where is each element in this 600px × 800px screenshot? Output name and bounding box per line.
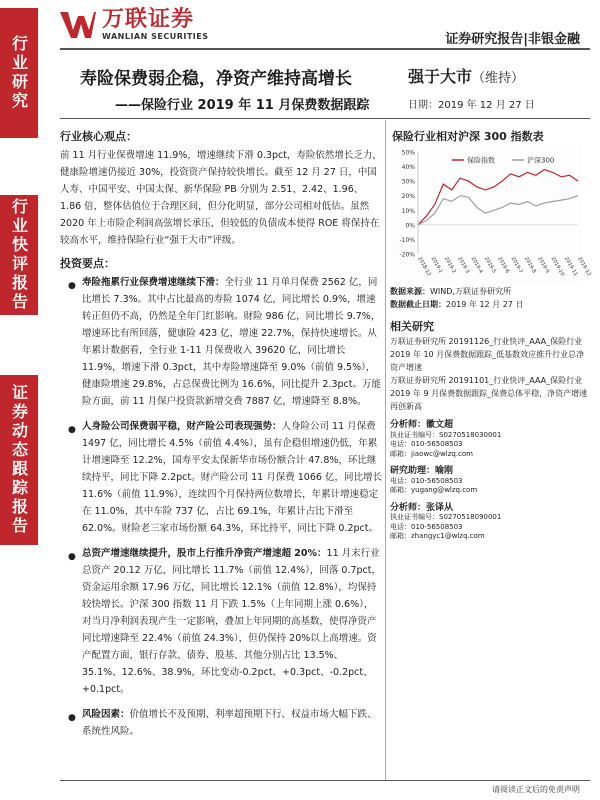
analyst-role: 分析师： — [390, 420, 427, 430]
y-tick-label: -20% — [399, 251, 415, 259]
bullet-text: 11 月末行业总资产 20.12 万亿，同比增长 11.7%（前值 12.4%），回落 0.7pct，资金运用余额 17.96 万亿，同比增长 12.1%（前值 12.8%），均保持较快增长。沪深 300 指数 11 月下跌 1.5%（上年同期上涨 0.6%），对当月净利润表现产生一定影响，叠加上年同期的高基数，使得净资产同比增速降至 22.4%（前值 24.3%），但仍保持 20%以上高增速。资产配置方面，银行存款、债券、股基、其他分别占比 13.5%、35.1%、12.6%、38.9%，环比变动-0.2pct、+0.3pct、-0.2pct、+0.1pct。 — [82, 548, 381, 695]
analyst-role: 分析师： — [390, 502, 427, 513]
analyst-name: 徽文超 — [426, 420, 454, 430]
y-tick-label: 20% — [401, 193, 415, 201]
related-heading: 相关研究 — [390, 320, 434, 333]
analyst-block — [390, 421, 590, 459]
chart-cutoff-label: 数据截止日期： — [390, 300, 446, 309]
analyst-block — [390, 504, 590, 542]
x-tick-label: 2019-11 — [562, 256, 579, 278]
series-line-0 — [418, 170, 578, 225]
main-content — [60, 128, 382, 748]
analyst-block — [390, 467, 590, 496]
y-tick-label: -10% — [399, 236, 415, 244]
analyst-line: 执业证书编号：S0270518030001 — [390, 430, 502, 439]
x-tick-label: 2019-9 — [536, 256, 551, 275]
x-tick-label: 2019-10 — [549, 256, 566, 278]
legend-label-0: 保险指数 — [467, 156, 495, 165]
related-research — [390, 320, 590, 413]
chart-container — [390, 144, 592, 284]
report-type: 证券研究报告|非银金融 — [445, 32, 580, 47]
bullet-item — [60, 418, 382, 537]
chart-source-text: WIND,万联证券研究所 — [430, 287, 511, 296]
bullet-item — [60, 706, 382, 740]
x-tick-label: 2018-12 — [416, 256, 432, 278]
core-view-text: 前 11 月行业保费增速 11.9%，增速继续下滑 0.3pct，寿险依然增长乏力，健康险增速仍接近 30%，投资资产保持较快增长。截至 12 月 27 日，中国人寿、中国平安、中国太保、新华保险 PB 分别为 2.51、2.42、1.96、1.86 倍，整体估值位于合理区间，但分化明显，部分公司相对低估。虽然 2020 年上市险企利润高弦增长承压，但较低的负债成本使得 ROE 将保持在较高水平，维持保险行业“强于大市”评级。 — [60, 150, 382, 246]
bullet-lead: 寿险拖累行业保费增速继续下滑： — [82, 277, 225, 288]
company-logo — [60, 8, 209, 41]
header-divider — [60, 48, 590, 50]
side-tab-industry-research: 行业研究 — [0, 8, 38, 138]
y-tick-label: 40% — [401, 164, 415, 172]
x-tick-label: 2019-5 — [482, 256, 497, 275]
analyst-line: 邮箱：jiaowc@wlzq.com — [390, 449, 473, 458]
analyst-role: 研究助理： — [390, 466, 436, 476]
x-tick-label: 2019-2 — [442, 256, 457, 275]
logo-w-icon — [60, 10, 96, 40]
x-tick-label: 2019-7 — [509, 256, 524, 275]
x-tick-label: 2019-8 — [522, 256, 537, 275]
logo-cn: 万联证券 — [102, 7, 195, 32]
legend-label-1: 沪深300 — [527, 156, 555, 165]
logo-en: WANLIAN SECURITIES — [102, 32, 209, 41]
bullet-item — [60, 274, 382, 410]
bullet-text: 价值增长不及预期、利率超预期下行、权益市场大幅下跌、系统性风险。 — [82, 709, 377, 737]
footer-divider — [60, 780, 590, 781]
column-divider — [385, 120, 386, 780]
chart-cutoff — [390, 299, 590, 310]
y-tick-label: 0% — [405, 222, 415, 230]
bullet-lead: 人身险公司保费弱平稳，财产险公司表现强势： — [82, 421, 282, 432]
bullet-icon: ● — [68, 281, 76, 291]
related-item: 万联证券研究所 20191126_行业快评_AAA_保险行业 2019 年 10 月保费数据跟踪_低基数效应推升行业总净资产增速 — [390, 337, 585, 372]
x-tick-label: 2019-6 — [496, 256, 511, 275]
analyst-line: 执业证书编号：S0270518090001 — [390, 513, 502, 521]
chart-source-label: 数据来源： — [390, 287, 430, 296]
x-tick-label: 2019-1 — [429, 256, 444, 275]
y-tick-label: 50% — [401, 149, 415, 157]
bullet-lead: 风险因素： — [82, 709, 130, 720]
core-view-heading: 行业核心观点： — [60, 130, 137, 143]
bullet-icon: ● — [68, 425, 76, 435]
rating — [408, 64, 524, 87]
analyst-name: 张译从 — [426, 502, 454, 513]
analyst-line: 电话：010-56508503 — [390, 522, 463, 531]
sidebar — [390, 124, 590, 542]
analyst-line: 邮箱：zhangyc1@wlzq.com — [390, 532, 485, 540]
report-title: 寿险保费弱企稳，净资产维持高增长 — [80, 69, 352, 89]
y-tick-label: 30% — [401, 178, 415, 186]
rating-label: 强于大市 — [408, 67, 473, 86]
bullet-text: 人身险公司 11 月保费 1497 亿，同比增长 4.5%（前值 4.4%），虽有企稳但增速仍低，年累计增速降至 12.2%，国寿平安太保新华市场份额合计 47.8%，环比继续持平，同比下降 2.2pct。财产险公司 11 月保费 1066 亿，同比增长 11.6%（前值 11.9%），连续四个月保持两位数增长，年累计增速稳定在 11.0%，其中车险 737 亿，占比 69.1%，年累计占比下滑至 62.0%。财险老三家市场份额 64.3%，环比持平，同比下降 0.2pct。 — [82, 421, 382, 534]
y-tick-label: 10% — [401, 207, 415, 215]
analyst-line: 电话：010-56508503 — [390, 440, 463, 448]
side-tab-dynamic-tracking: 证券动态跟踪报告 — [0, 375, 38, 545]
x-tick-label: 2019-12 — [576, 256, 592, 278]
disclaimer-note: 请阅读正文后的免责声明 — [492, 785, 580, 794]
bullet-item — [60, 545, 382, 698]
rating-note: （维持） — [472, 71, 525, 86]
bullet-icon: ● — [68, 713, 76, 723]
analyst-line: 邮箱：yugang@wlzq.com — [390, 486, 478, 494]
bullet-lead: 总资产增速继续提升，股市上行推升净资产增速超 20%： — [82, 548, 327, 559]
related-item: 万联证券研究所 20191101_行业快评_AAA_保险行业 2019 年 9 月保费数据跟踪_保费总体平稳，净资产增速再创新高 — [390, 376, 588, 411]
chart-source — [390, 286, 590, 297]
title-divider — [60, 118, 590, 119]
report-subtitle: ——保险行业 2019 年 11 月保费数据跟踪 — [115, 98, 370, 113]
x-tick-label: 2019-4 — [469, 256, 484, 275]
report-date: 日期：2019 年 12 月 27 日 — [408, 100, 535, 111]
chart-title: 保险行业相对沪深 300 指数表 — [392, 130, 544, 143]
investment-heading: 投资要点： — [60, 257, 115, 270]
x-tick-label: 2019-3 — [456, 256, 471, 275]
side-tab-quick-review: 行业快评报告 — [0, 195, 38, 315]
analyst-line: 电话：010-56508503 — [390, 476, 463, 485]
bullet-text: 全行业 11 月单月保费 2562 亿，同比增长 7.3%。其中占比最高的寿险 1074 亿，同比增长 0.9%，增速转正但仍不高，仍然是全年门红影响。财险 986 亿，同比增长 9.7%，增速环比有所回落，健康险 423 亿，增速 22.7%，保持快速增长。从年累计数据看，全行业 1-11 月保费收入 39620 亿，同比增长 11.9%，增速下滑 0.3pct，其中寿险增速降至 9.0%（前值 9.5%），健康险增速 29.8%，占总保费比例为 16.6%，同比提升 2.3pct。万能险方面，前 11 月保户投资款新增交费 7887 亿，增速降至 8.8%。 — [82, 277, 382, 407]
bullet-icon: ● — [68, 552, 76, 562]
chart-svg — [390, 144, 592, 284]
series-line-1 — [418, 196, 578, 225]
analyst-name: 喻刚 — [435, 466, 454, 476]
chart-cutoff-text: 2019 年 12 月 27 日 — [446, 300, 524, 309]
